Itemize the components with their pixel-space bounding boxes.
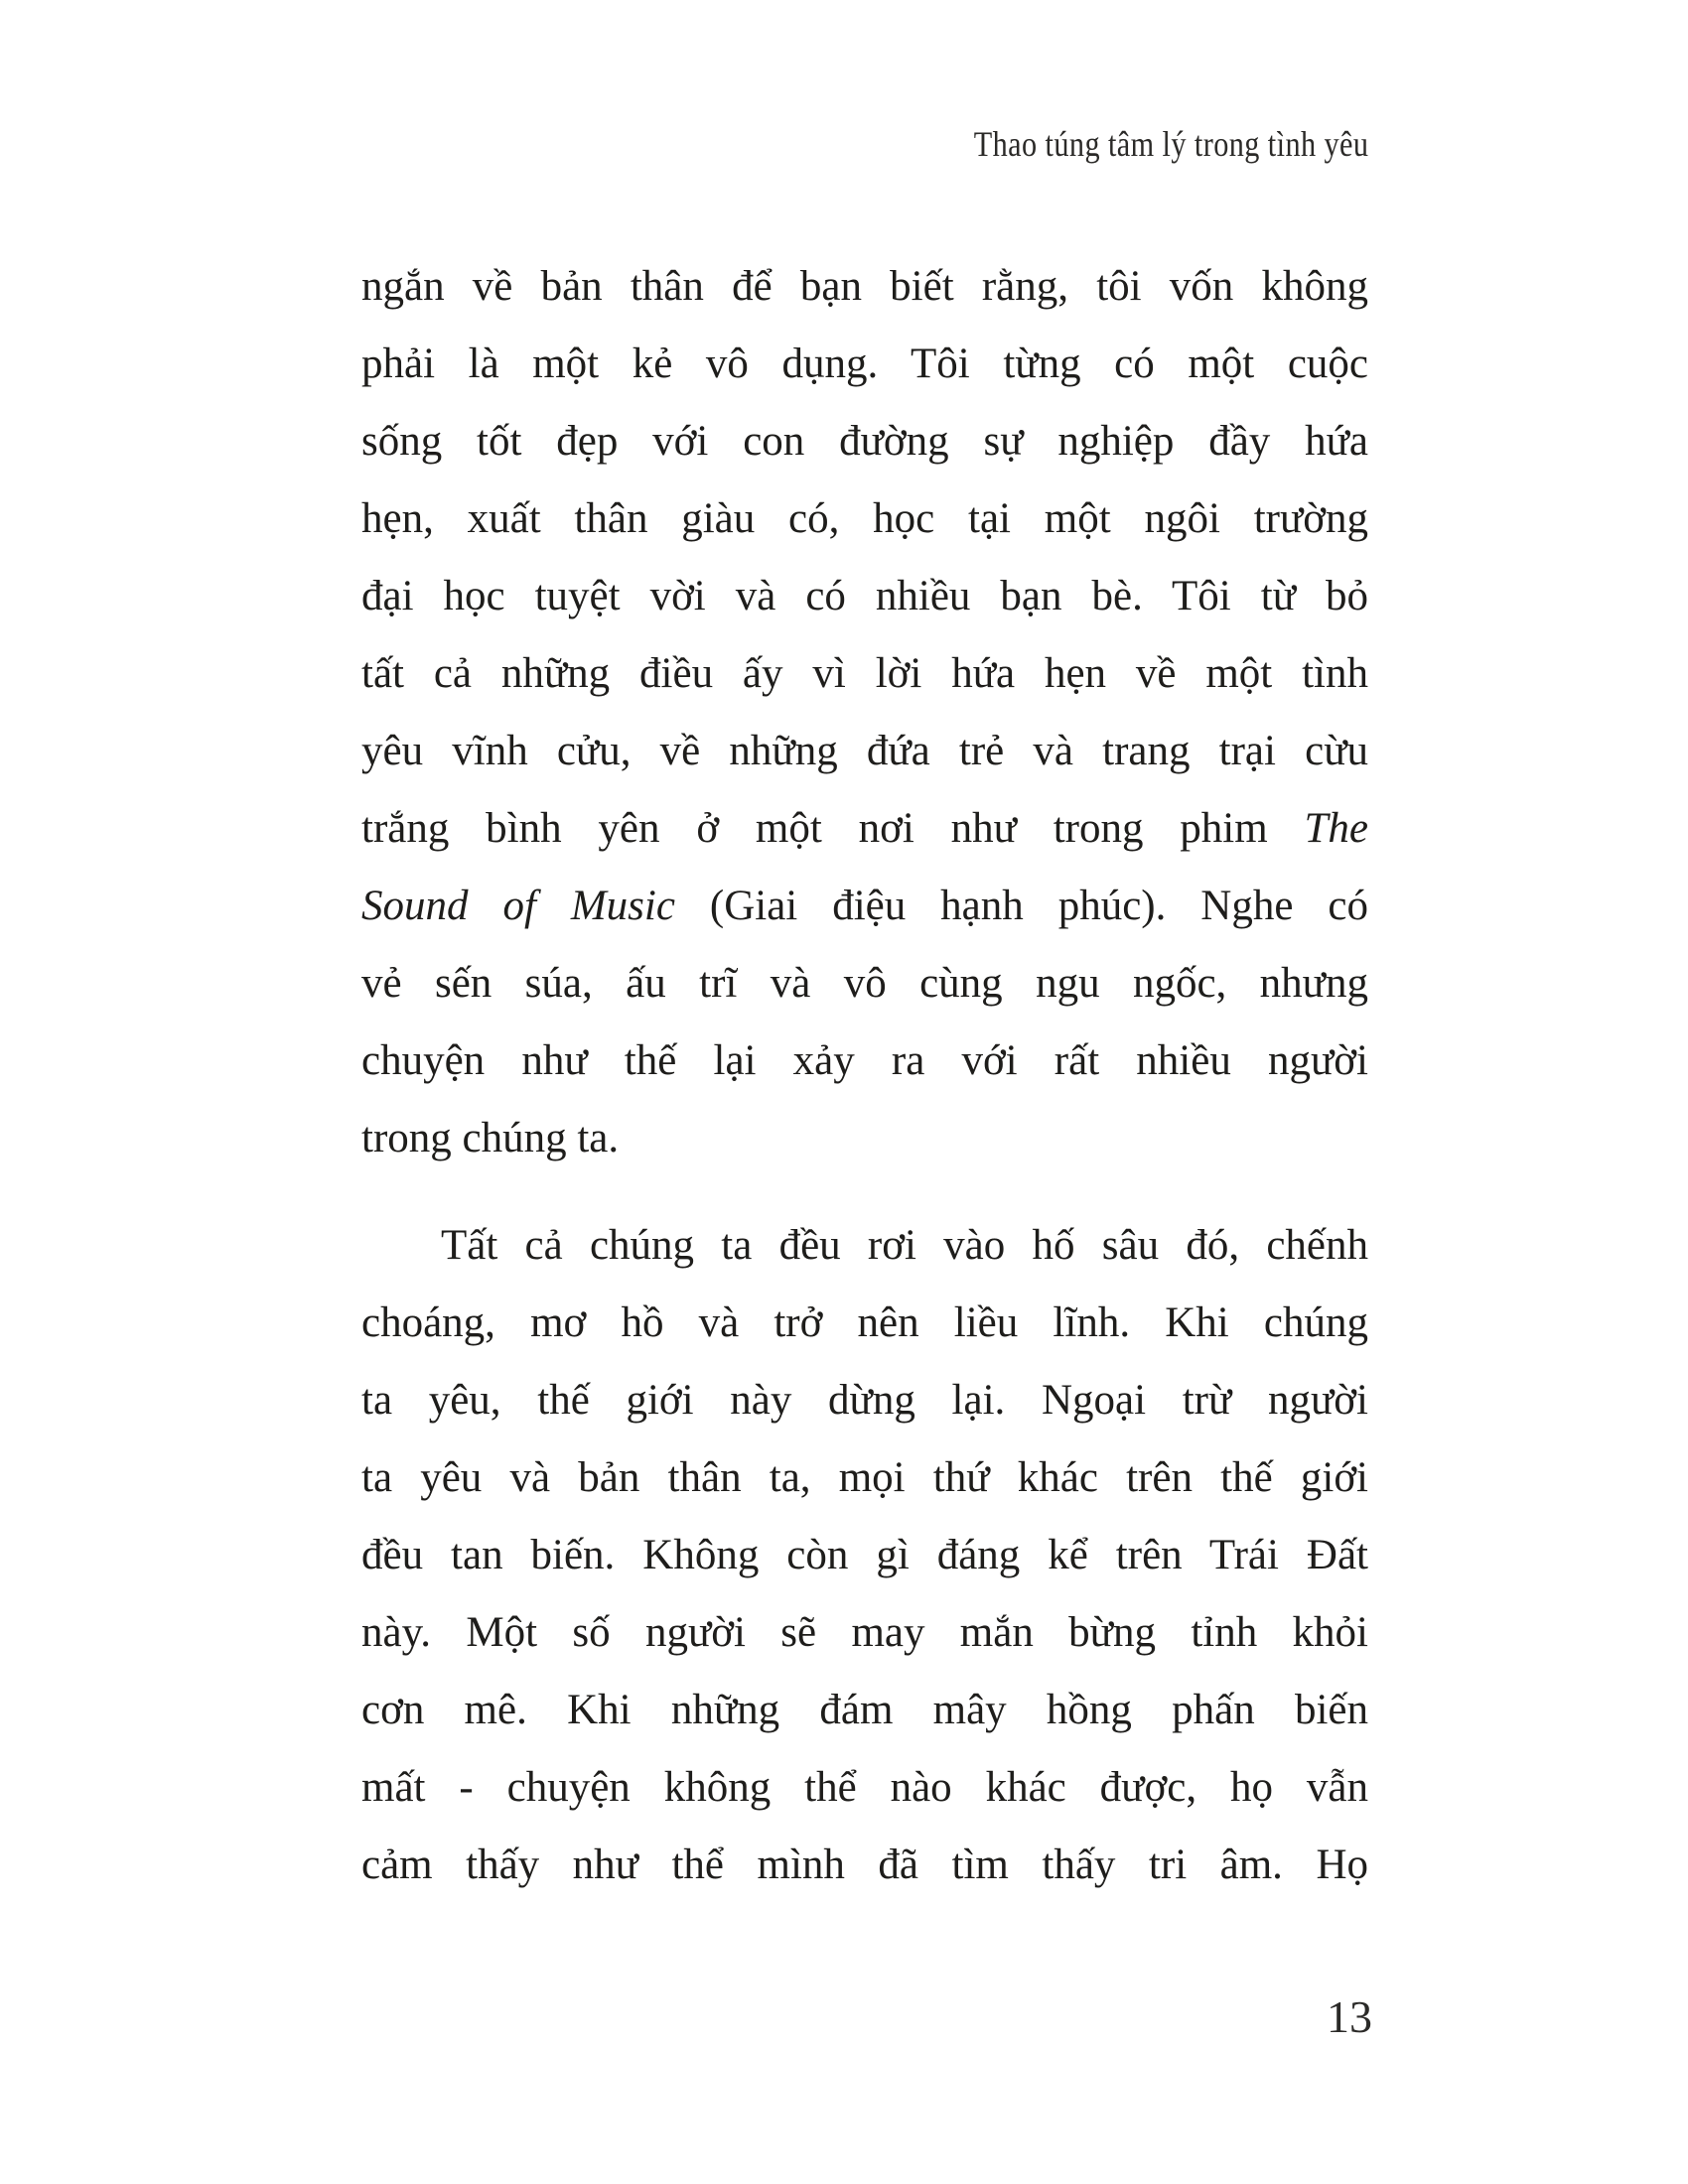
text-segment: này. Một số người sẽ may mắn bừng tỉnh khỏi: [361, 1609, 1368, 1656]
text-line: [361, 713, 1368, 790]
text-segment: yêu vĩnh cửu, về những đứa trẻ và trang trại cừu: [361, 728, 1368, 774]
paragraph: [361, 1207, 1368, 1904]
text-line: [361, 635, 1368, 713]
text-segment: ta yêu và bản thân ta, mọi thứ khác trên thế giới: [361, 1454, 1368, 1501]
text-segment: trắng bình yên ở một nơi như trong phim: [361, 805, 1305, 852]
text-line: [361, 1023, 1368, 1100]
text-segment: vẻ sến súa, ấu trĩ và vô cùng ngu ngốc, nhưng: [361, 960, 1368, 1007]
text-line: [361, 945, 1368, 1023]
text-line: [361, 326, 1368, 403]
text-line: [361, 1672, 1368, 1749]
text-segment: mất - chuyện không thể nào khác được, họ vẫn: [361, 1764, 1368, 1811]
text-segment: cơn mê. Khi những đám mây hồng phấn biến: [361, 1687, 1368, 1733]
text-segment: tất cả những điều ấy vì lời hứa hẹn về một tình: [361, 650, 1368, 697]
body-text: [361, 248, 1368, 1904]
text-line: [361, 1594, 1368, 1672]
text-segment: (Giai điệu hạnh phúc). Nghe có: [674, 883, 1368, 929]
text-segment: chuyện như thế lại xảy ra với rất nhiều người: [361, 1037, 1368, 1084]
running-head-title: Thao túng tâm lý trong tình yêu: [973, 124, 1368, 164]
page-number: 13: [1327, 1991, 1372, 2042]
text-line: [361, 790, 1368, 868]
text-segment: sống tốt đẹp với con đường sự nghiệp đầy hứa: [361, 418, 1368, 465]
text-segment: phải là một kẻ vô dụng. Tôi từng có một cuộc: [361, 341, 1368, 387]
text-line: [361, 868, 1368, 945]
text-segment: cảm thấy như thể mình đã tìm thấy tri âm. Họ: [361, 1842, 1368, 1888]
text-segment: đều tan biến. Không còn gì đáng kể trên Trái Đất: [361, 1532, 1368, 1578]
text-line: [361, 1749, 1368, 1827]
text-segment: ta yêu, thế giới này dừng lại. Ngoại trừ người: [361, 1377, 1368, 1424]
text-line: [361, 480, 1368, 558]
text-line: [361, 1362, 1368, 1439]
text-line: [361, 1517, 1368, 1594]
text-line: [361, 1100, 1368, 1177]
italic-text-segment: The: [1304, 805, 1368, 852]
paragraph: [361, 248, 1368, 1177]
text-segment: ngắn về bản thân để bạn biết rằng, tôi vốn không: [361, 263, 1368, 310]
text-segment: Tất cả chúng ta đều rơi vào hố sâu đó, chếnh: [441, 1222, 1368, 1269]
text-segment: choáng, mơ hồ và trở nên liều lĩnh. Khi chúng: [361, 1299, 1368, 1346]
text-line: [361, 1439, 1368, 1517]
text-line: [361, 248, 1368, 326]
text-line: [361, 403, 1368, 480]
text-segment: đại học tuyệt vời và có nhiều bạn bè. Tôi từ bỏ: [361, 573, 1368, 619]
text-line: [361, 1207, 1368, 1285]
text-segment: trong chúng ta.: [361, 1115, 620, 1161]
italic-text-segment: Sound of Music: [361, 883, 675, 929]
text-line: [361, 1285, 1368, 1362]
text-segment: hẹn, xuất thân giàu có, học tại một ngôi trường: [361, 495, 1368, 542]
text-line: [361, 558, 1368, 635]
text-line: [361, 1827, 1368, 1904]
